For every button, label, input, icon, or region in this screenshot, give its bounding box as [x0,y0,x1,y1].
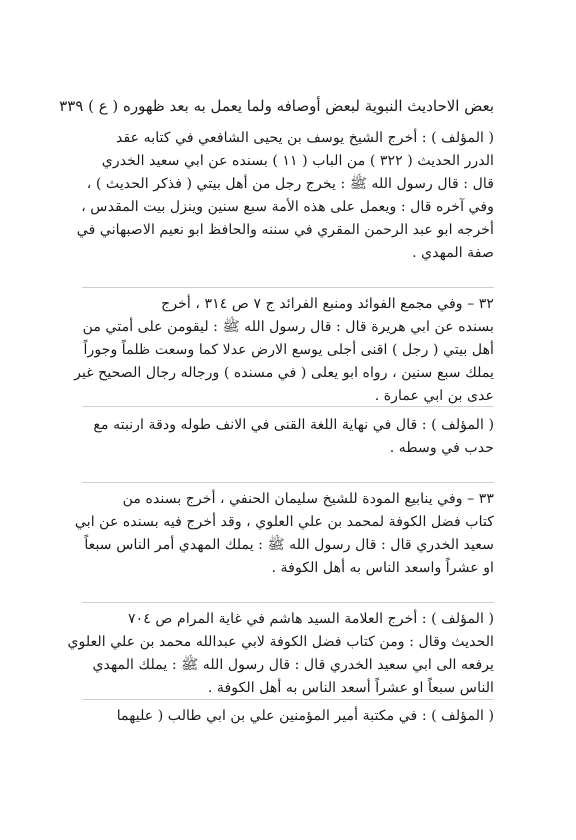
paragraph-author-note-4 [82,705,494,728]
paragraph-divider [82,406,494,407]
text-line: الحديث وقال : ومن كتاب فضل الكوفة لابي عبدالله محمد بن علي العلوي [67,634,494,650]
text-line: يرفعه الى ابي سعيد الخدري قال : قال رسول الله ﷺ : يملك المهدي [92,657,494,673]
text-line: ٣٢ – وفي مجمع الفوائد ومنبع الفرائد ج ٧ ص ٣١٤ ، أخرج [161,296,494,312]
text-line: او عشراً واسعد الناس به أهل الكوفة . [271,560,494,576]
text-line: أهل بيتي ( رجل ) اقنى أجلى يوسع الارض عدلا كما وسعت ظلماً وجوراً [83,342,494,358]
paragraph-divider [82,699,494,700]
text-line: ( المؤلف ) : أخرج العلامة السيد هاشم في غاية المرام ص ٧٠٤ [128,611,494,627]
text-line: صفة المهدي . [412,245,494,261]
text-line: الدرر الحديث ( ٣٢٢ ) من الباب ( ١١ ) بسنده عن ابي سعيد الخدري [101,153,494,169]
text-line: ( المؤلف ) : أخرج الشيخ يوسف بن يحيى الشافعي في كتابه عقد [116,130,494,146]
paragraph-hadith-32 [74,293,494,408]
text-line: سعيد الخدري قال : قال رسول الله ﷺ : يملك المهدي أمر الناس سبعاً [84,537,494,553]
text-line: الناس سبعاً او عشراً أسعد الناس به أهل الكوفة . [207,680,494,696]
paragraph-divider [82,287,494,288]
text-line: يملك سبع سنين ، رواه ابو يعلى ( في مسنده ) ورجاله رجال الصحيح غير [74,365,494,381]
paragraph-divider [82,602,494,603]
paragraph-author-note-3 [67,608,494,700]
running-header: بعض الاحاديث النبوية لبعض أوصافه ولما يعمل به بعد ظهوره ( ع ) ٣٣٩ [59,97,494,115]
paragraph-author-note-1 [76,127,494,265]
text-line: أخرجه ابو عبد الرحمن المقري في سننه والحافظ ابو نعيم الاصبهاني في [76,222,494,238]
text-line: ٣٣ – وفي ينابيع المودة للشيخ سليمان الحنفي ، أخرج بسنده من [122,491,494,507]
text-line: كتاب فضل الكوفة لمحمد بن علي العلوي ، وقد أخرج فيه بسنده عن ابي [74,514,494,530]
text-line: بسنده عن ابي هريرة قال : قال رسول الله ﷺ : ليقومن على أمتي من [82,319,494,335]
paragraph-divider [82,482,494,483]
text-line: ( المؤلف ) : قال في نهاية اللغة القنى في الانف طوله ودقة ارنبته مع [93,417,494,433]
text-line: قال : قال رسول الله ﷺ : يخرج رجل من أهل بيتي ( فذكر الحديث ) ، [86,176,494,192]
text-line: ( المؤلف ) : في مكتبة أمير المؤمنين علي بن ابي طالب ( عليهما [116,708,494,724]
paragraph-hadith-33 [74,488,494,580]
paragraph-author-note-2 [82,414,494,460]
text-line: عدى بن ابي عمارة . [374,388,494,404]
text-line: وفي آخره قال : ويعمل على هذه الأمة سبع سنين وينزل بيت المقدس ، [81,199,494,215]
text-line: حدب في وسطه . [389,440,494,456]
